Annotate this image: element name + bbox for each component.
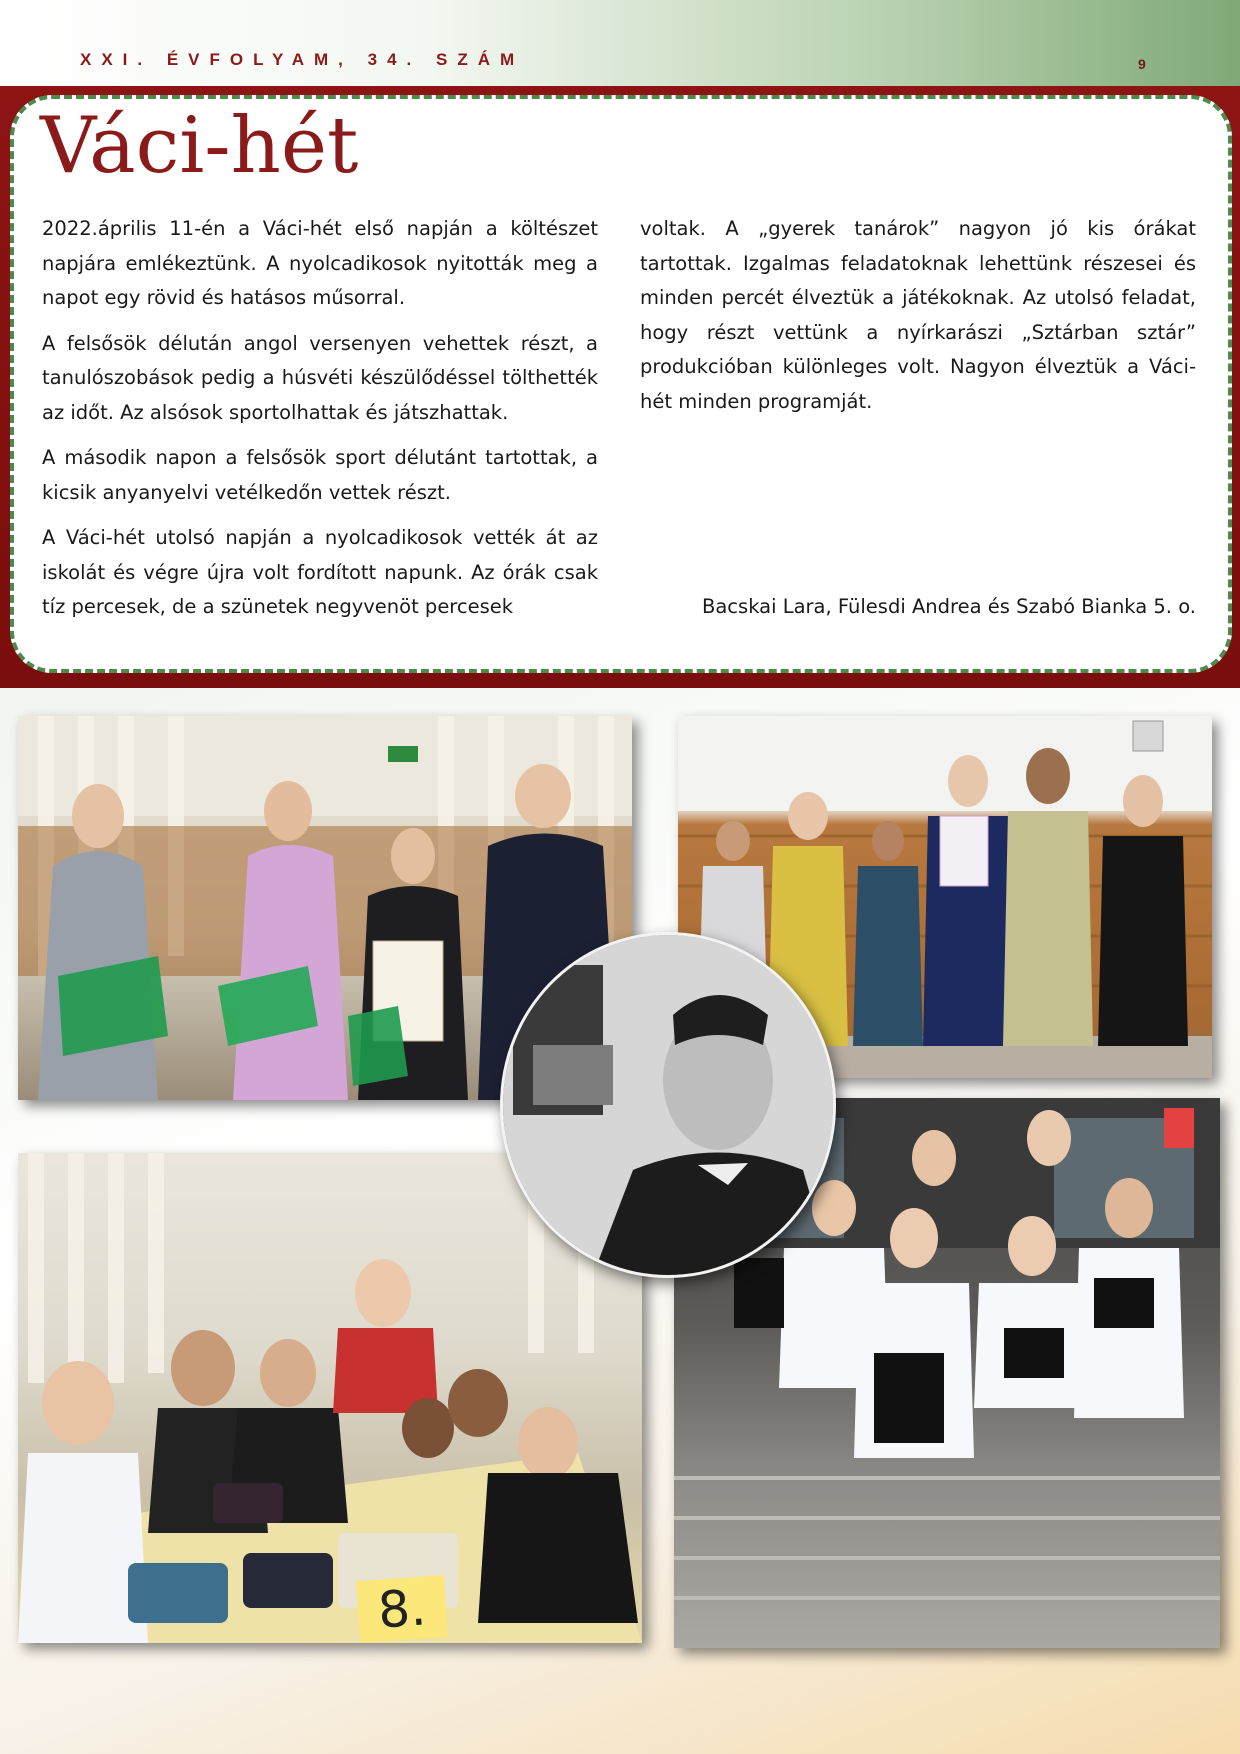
- paragraph: A Váci-hét utolsó napján a nyolcadikosok vették át az iskolát és végre újra volt fordított napunk. Az órák csak tíz percesek, de a szünetek negyvenöt percesek: [42, 526, 598, 618]
- issue-label: XXI. ÉVFOLYAM, 34. SZÁM: [80, 50, 525, 69]
- paragraph: A felsősök délután angol versenyen vehettek részt, a tanulószobások pedig a húsvéti készülődéssel tölthették az időt. Az alsósok sportolhattak és játszhattak.: [42, 331, 598, 424]
- paragraph: voltak. A „gyerek tanárok” nagyon jó kis órákat tartottak. Izgalmas feladatoknak lehettünk részesei és minden percét élveztük a játékoknak. Az utolsó feladat, hogy részt vettünk a nyírkarászi „Sztárban sztár” produkcióban különleges volt. Nagyon élveztük a Váci-hét minden programját.: [640, 217, 1196, 413]
- article-column-left: [42, 212, 598, 636]
- article-author: Bacskai Lara, Fülesdi Andrea és Szabó Bianka 5. o.: [701, 595, 1196, 618]
- paragraph: 2022.április 11-én a Váci-hét első napján a költészet napjára emlékeztünk. A nyolcadikosok nyitották meg a napot egy rövid és hatásos műsorral.: [42, 217, 598, 309]
- article-column-right: [640, 212, 1196, 430]
- portrait-photo: [500, 932, 836, 1278]
- article-title: Váci-hét: [40, 101, 359, 191]
- table-number-card: 8.: [356, 1575, 448, 1643]
- header-bar: [0, 0, 1240, 86]
- paragraph: A második napon a felsősök sport délutánt tartottak, a kicsik anyanyelvi vetélkedőn vettek részt.: [42, 446, 598, 504]
- page-number: 9: [1138, 56, 1146, 72]
